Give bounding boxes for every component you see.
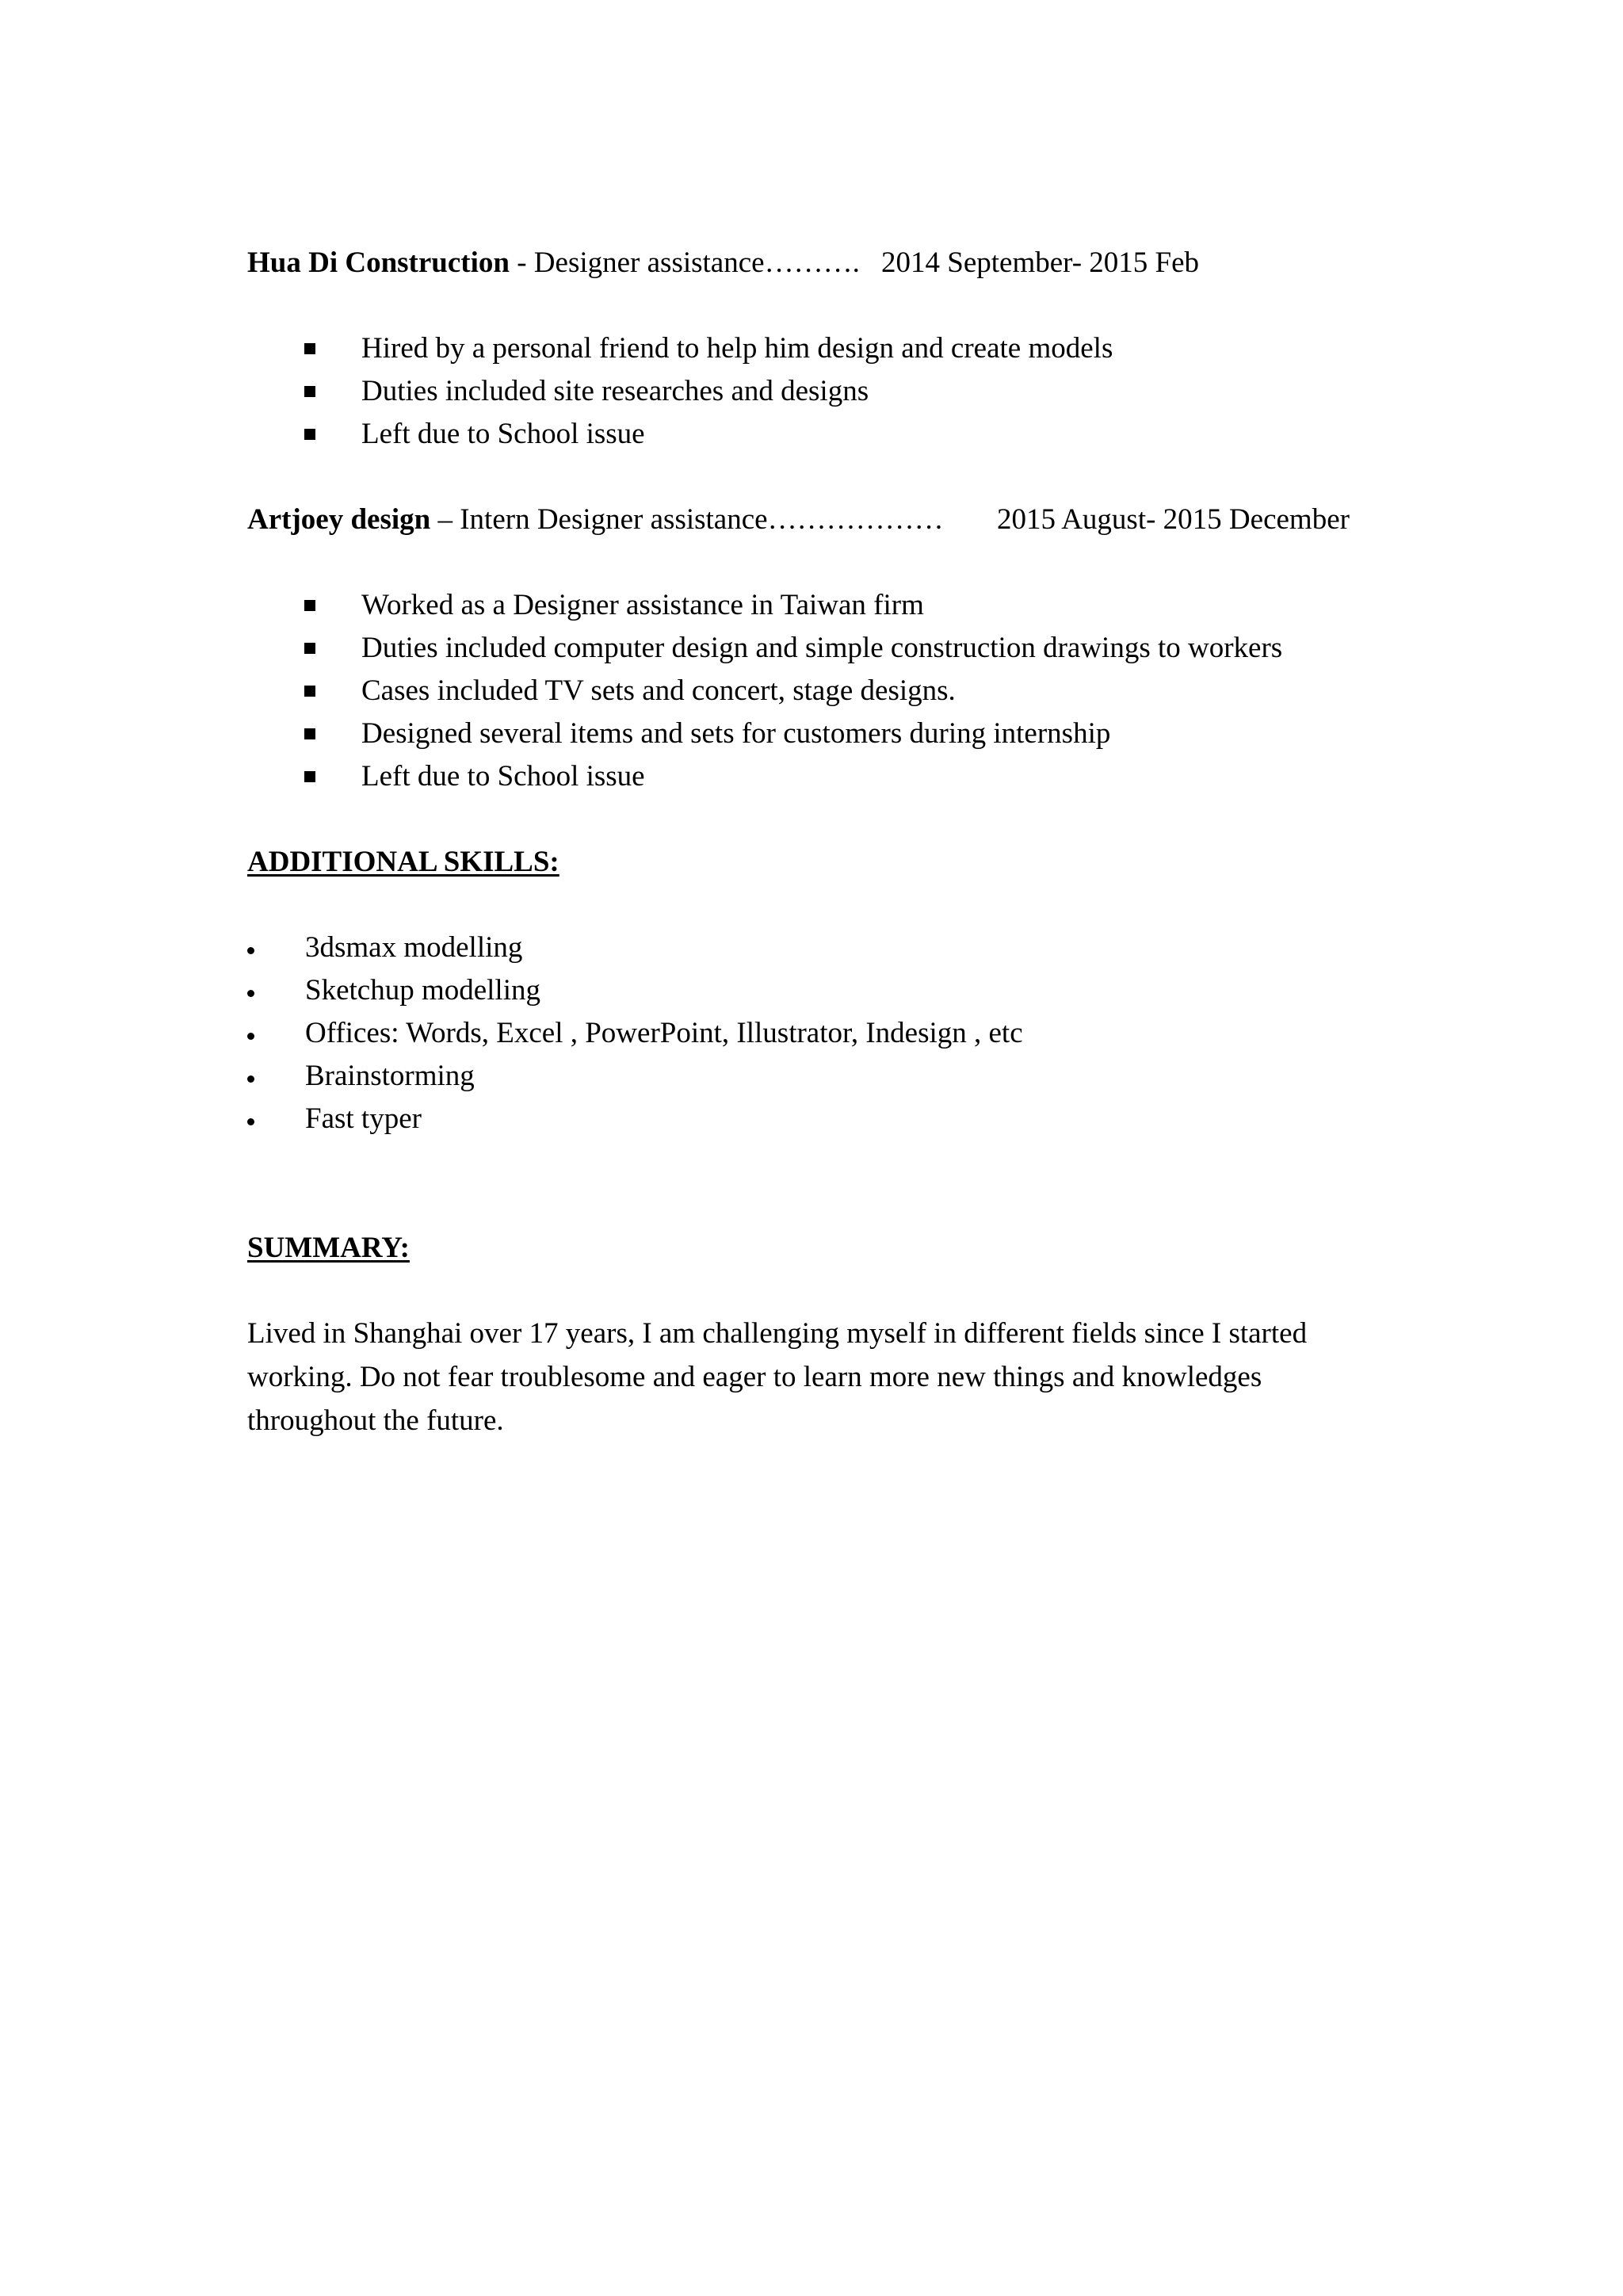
skill-text: Offices: Words, Excel , PowerPoint, Illustrator, Indesign , etc (305, 1017, 1023, 1049)
skill-text: Brainstorming (305, 1060, 475, 1092)
round-bullet-icon (247, 990, 254, 997)
square-bullet-icon (304, 600, 315, 611)
round-bullet-icon (247, 1075, 254, 1083)
job-heading (247, 246, 860, 281)
square-bullet-icon (304, 643, 315, 654)
skill-text: 3dsmax modelling (305, 931, 523, 964)
round-bullet-icon (247, 1118, 254, 1125)
round-bullet-icon (247, 947, 254, 954)
additional-skills-heading: ADDITIONAL SKILLS: (247, 846, 559, 878)
job-dates: 2014 September- 2015 Feb (881, 246, 1200, 279)
square-bullet-icon (304, 728, 315, 739)
job-heading (247, 502, 944, 537)
duty-text: Left due to School issue (361, 418, 645, 450)
job-dates: 2015 August- 2015 December (997, 503, 1350, 536)
summary-heading: SUMMARY: (247, 1232, 410, 1264)
job-role: – Intern Designer assistance……………… (430, 503, 944, 536)
square-bullet-icon (304, 686, 315, 697)
duty-text: Designed several items and sets for customers during internship (361, 717, 1111, 750)
job-role: - Designer assistance………. (509, 246, 860, 279)
square-bullet-icon (304, 429, 315, 440)
square-bullet-icon (304, 343, 315, 354)
duty-text: Duties included computer design and simple construction drawings to workers (361, 632, 1283, 664)
company-name: Artjoey design (247, 503, 431, 536)
square-bullet-icon (304, 771, 315, 782)
duty-text: Hired by a personal friend to help him design and create models (361, 332, 1113, 365)
duty-text: Left due to School issue (361, 760, 645, 793)
square-bullet-icon (304, 386, 315, 397)
summary-paragraph: Lived in Shanghai over 17 years, I am challenging myself in different fields since I started working. Do not fear troublesome and eager to learn more new things and knowledges throughout the future. (247, 1317, 1308, 1437)
duty-text: Duties included site researches and designs (361, 375, 869, 407)
round-bullet-icon (247, 1033, 254, 1040)
skill-text: Fast typer (305, 1102, 422, 1135)
skill-text: Sketchup modelling (305, 974, 540, 1007)
duty-text: Worked as a Designer assistance in Taiwan firm (361, 589, 924, 621)
company-name: Hua Di Construction (247, 246, 510, 279)
duty-text: Cases included TV sets and concert, stage designs. (361, 674, 956, 707)
